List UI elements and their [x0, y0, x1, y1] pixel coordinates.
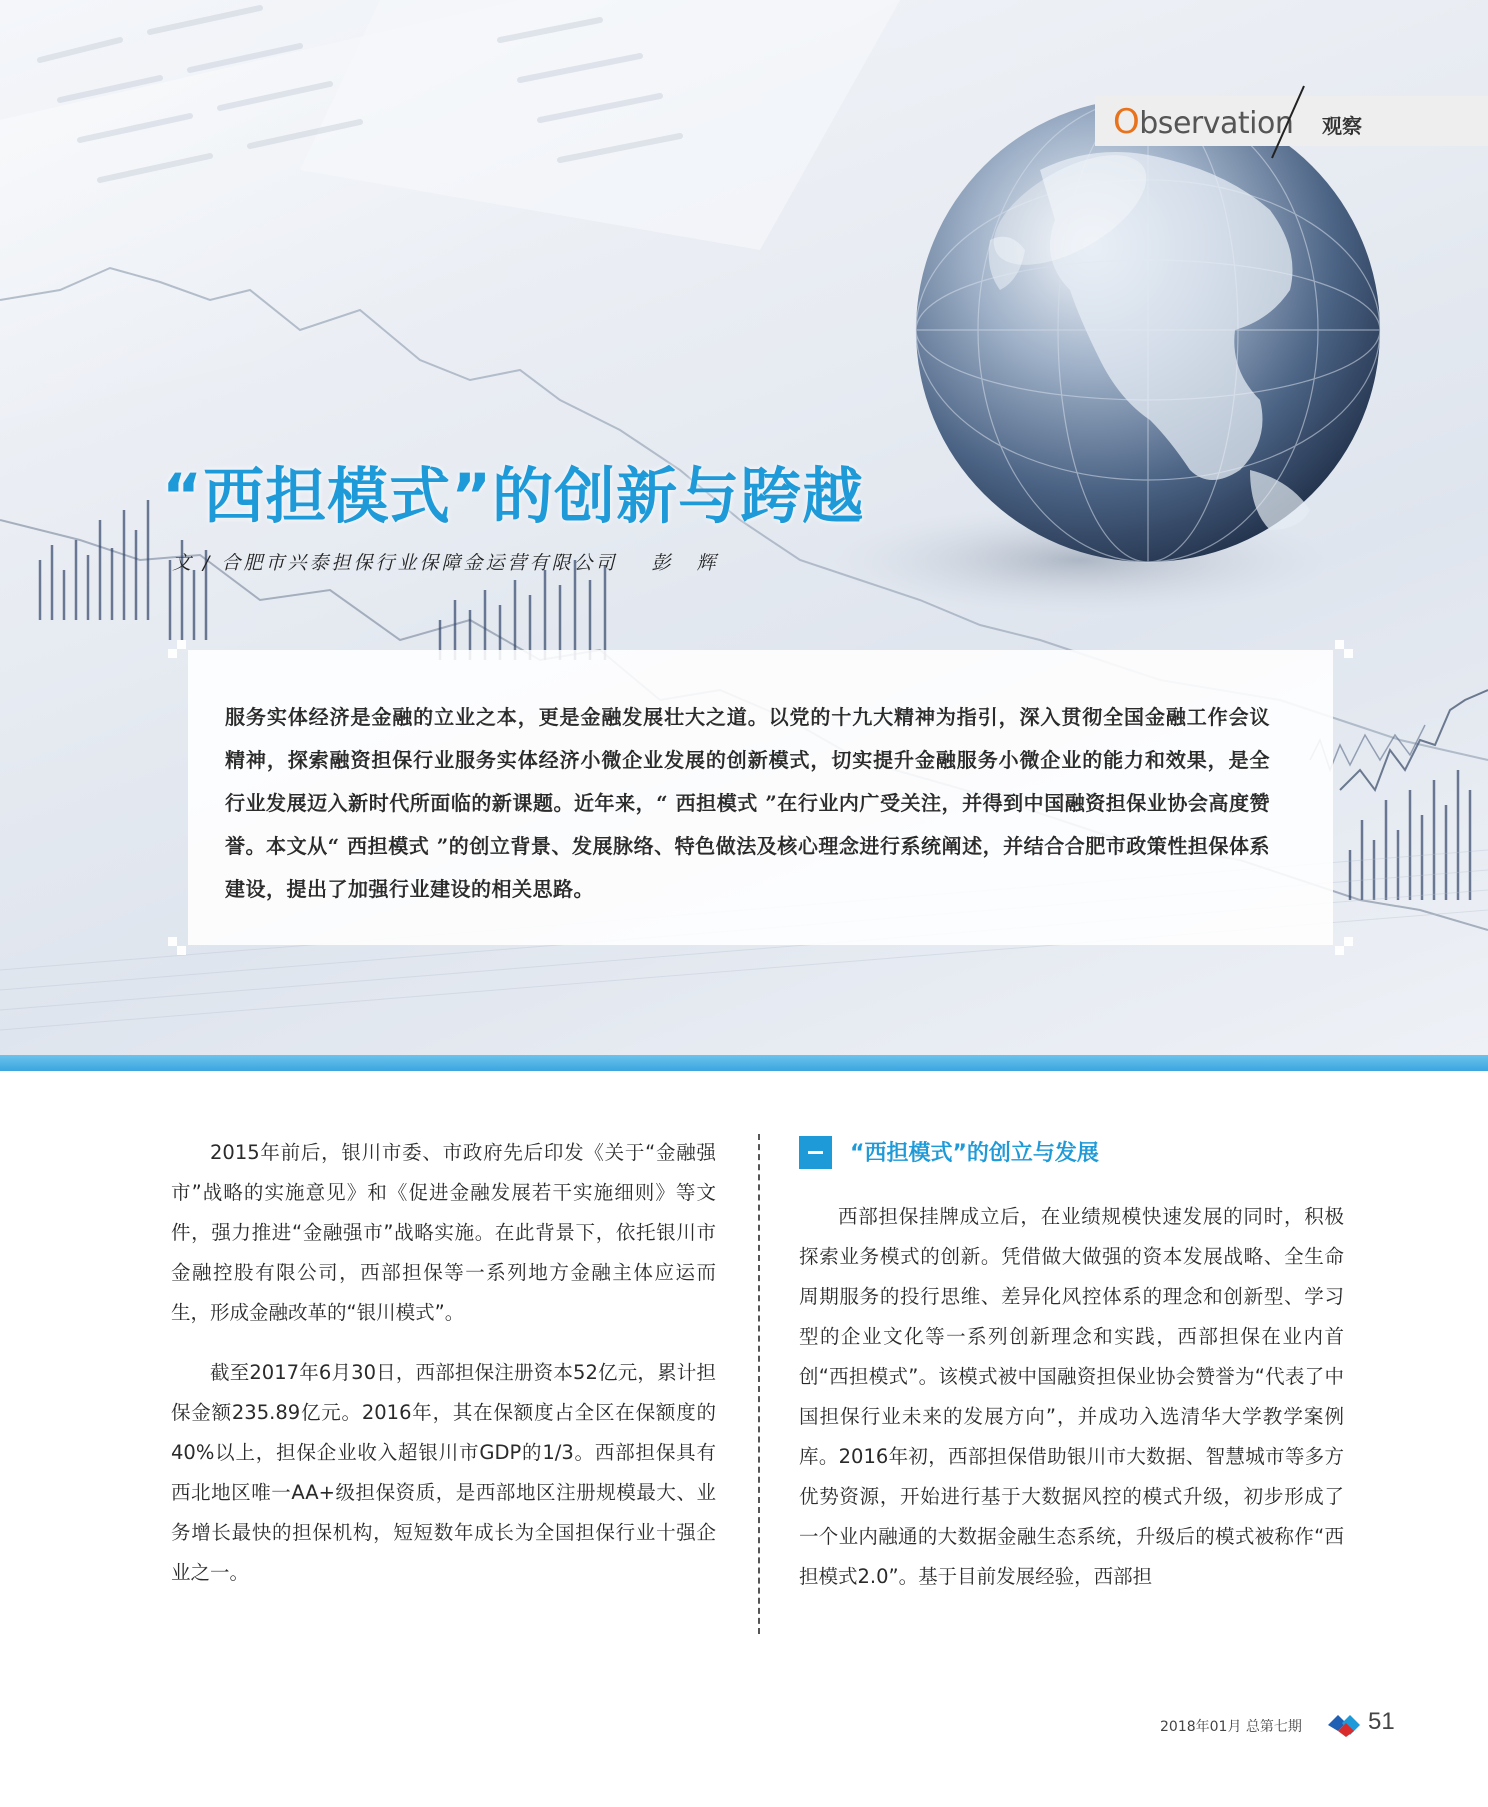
article-title: “西担模式”的创新与跨越 [162, 461, 865, 532]
page-number: 51 [1368, 1708, 1395, 1735]
left-column [171, 1133, 716, 1613]
byline [172, 548, 726, 575]
corner-decoration [168, 640, 196, 668]
paragraph: 2015年前后，银川市委、市政府先后印发《关于“金融强市”战略的实施意见》和《促进金融发展若干实施细则》等文件，强力推进“金融强市”战略实施。在此背景下，依托银川市金融控股有限公司，西部担保等一系列地方金融主体应运而生，形成金融改革的“银川模式”。 [171, 1141, 716, 1324]
byline-author: 彭 辉 [651, 552, 726, 574]
corner-decoration [1325, 927, 1353, 955]
section-title: “西担模式”的创立与发展 [850, 1141, 1099, 1166]
abstract-text: 服务实体经济是金融的立业之本，更是金融发展壮大之道。以党的十九大精神为指引，深入贯彻全国金融工作会议精神，探索融资担保行业服务实体经济小微企业发展的创新模式，切实提升金融服务小微企业的能力和效果，是全行业发展迈入新时代所面临的新课题。近年来，“ 西担模式 ”在行业内广受关注，并得到中国融资担保业协会高度赞誉。本文从“ 西担模式 ”的创立背景、发展脉络、特色做法及核心理念进行系统阐述，并结合合肥市政策性担保体系建设，提出了加强行业建设的相关思路。 [225, 705, 1270, 901]
section-label-cn: 观察 [1322, 114, 1362, 138]
slash-divider-icon [1268, 84, 1308, 160]
byline-affiliation: 文 / 合肥市兴泰担保行业保障金运营有限公司 [172, 552, 618, 574]
separator-band [0, 1055, 1488, 1071]
column-divider [758, 1134, 760, 1634]
publisher-logo-icon [1326, 1712, 1362, 1738]
corner-decoration [168, 927, 196, 955]
paragraph: 西部担保挂牌成立后，在业绩规模快速发展的同时，积极探索业务模式的创新。凭借做大做强的资本发展战略、全生命周期服务的投行思维、差异化风控体系的理念和创新型、学习型的企业文化等一系列创新理念和实践，西部担保在业内首创“西担模式”。该模式被中国融资担保业协会赞誉为“代表了中国担保行业未来的发展方向”，并成功入选清华大学教学案例库。2016年初，西部担保借助银川市大数据、智慧城市等多方优势资源，开始进行基于大数据风控的模式升级，初步形成了一个业内融通的大数据金融生态系统，升级后的模式被称作“西担模式2.0”。基于目前发展经验，西部担 [799, 1205, 1344, 1588]
paragraph: 截至2017年6月30日，西部担保注册资本52亿元，累计担保金额235.89亿元。2016年，其在保额度占全区在保额度的40%以上，担保企业收入超银川市GDP的1/3。西部担保具有西北地区唯一AA+级担保资质，是西部地区注册规模最大、业务增长最快的担保机构，短短数年成长为全国担保行业十强企业之一。 [171, 1361, 716, 1584]
corner-decoration [1325, 640, 1353, 668]
section-number-badge [799, 1136, 832, 1169]
section-label-en: Observation [1113, 102, 1294, 142]
issue-date: 2018年01月 总第七期 [1160, 1719, 1302, 1735]
right-column [799, 1197, 1344, 1597]
